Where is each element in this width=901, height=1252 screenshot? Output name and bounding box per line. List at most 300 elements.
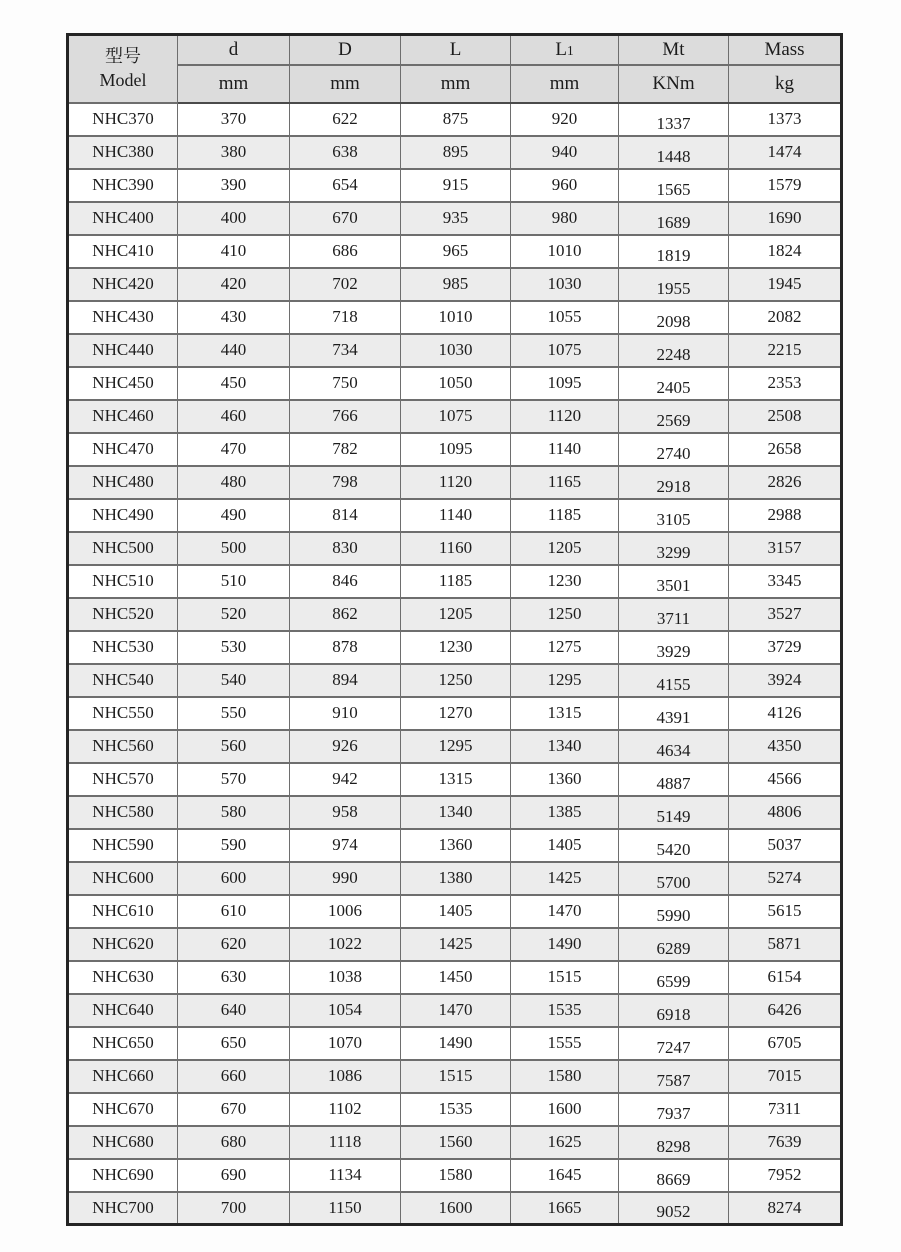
cell-mt: 5990 <box>619 895 729 928</box>
cell-mass: 2658 <box>729 433 842 466</box>
cell-d: 718 <box>290 301 401 334</box>
table-row <box>68 994 842 1027</box>
cell-mt: 1337 <box>619 103 729 136</box>
cell-l1: 1095 <box>511 367 619 400</box>
cell-d: 910 <box>290 697 401 730</box>
cell-l1: 1645 <box>511 1159 619 1192</box>
cell-mt: 4155 <box>619 664 729 697</box>
cell-d: 440 <box>178 334 290 367</box>
table-row <box>68 1159 842 1192</box>
cell-d: 830 <box>290 532 401 565</box>
model-header-zh: 型号 <box>105 46 141 67</box>
table-row <box>68 763 842 796</box>
cell-l: 1010 <box>401 301 511 334</box>
cell-d: 654 <box>290 169 401 202</box>
cell-l1: 1230 <box>511 565 619 598</box>
table-row <box>68 895 842 928</box>
cell-d: 894 <box>290 664 401 697</box>
cell-l1: 1625 <box>511 1126 619 1159</box>
table-row <box>68 565 842 598</box>
cell-l: 1140 <box>401 499 511 532</box>
cell-d: 510 <box>178 565 290 598</box>
cell-l: 1360 <box>401 829 511 862</box>
cell-d: 942 <box>290 763 401 796</box>
table-row <box>68 334 842 367</box>
cell-l: 1185 <box>401 565 511 598</box>
cell-d: 1134 <box>290 1159 401 1192</box>
cell-model: NHC520 <box>68 598 178 631</box>
cell-mass: 2826 <box>729 466 842 499</box>
cell-mt: 1448 <box>619 136 729 169</box>
cell-d: 380 <box>178 136 290 169</box>
cell-mt: 2248 <box>619 334 729 367</box>
cell-mass: 4806 <box>729 796 842 829</box>
col-header-L <box>401 35 511 65</box>
cell-d: 926 <box>290 730 401 763</box>
cell-mass: 7952 <box>729 1159 842 1192</box>
header-row-labels <box>68 35 842 65</box>
col-header-Mass-label: Mass <box>764 38 805 60</box>
cell-mass: 7311 <box>729 1093 842 1126</box>
cell-l: 1075 <box>401 400 511 433</box>
cell-l: 915 <box>401 169 511 202</box>
cell-mass: 3924 <box>729 664 842 697</box>
cell-mt: 2918 <box>619 466 729 499</box>
col-header-L1-label: L <box>555 38 567 60</box>
cell-mass: 4126 <box>729 697 842 730</box>
cell-l1: 1385 <box>511 796 619 829</box>
cell-mt: 3299 <box>619 532 729 565</box>
cell-d: 686 <box>290 235 401 268</box>
table-row <box>68 169 842 202</box>
cell-model: NHC540 <box>68 664 178 697</box>
col-header-Mass <box>729 35 842 65</box>
cell-d: 734 <box>290 334 401 367</box>
cell-d: 670 <box>290 202 401 235</box>
cell-d: 862 <box>290 598 401 631</box>
table-row <box>68 367 842 400</box>
cell-l: 1315 <box>401 763 511 796</box>
cell-d: 878 <box>290 631 401 664</box>
unit-header-d <box>178 65 290 103</box>
cell-l1: 1340 <box>511 730 619 763</box>
cell-l: 985 <box>401 268 511 301</box>
cell-model: NHC640 <box>68 994 178 1027</box>
cell-d: 846 <box>290 565 401 598</box>
cell-l1: 1205 <box>511 532 619 565</box>
cell-d: 622 <box>290 103 401 136</box>
col-header-D-label: D <box>338 38 352 60</box>
cell-l: 1250 <box>401 664 511 697</box>
cell-d: 650 <box>178 1027 290 1060</box>
cell-d: 680 <box>178 1126 290 1159</box>
cell-d: 400 <box>178 202 290 235</box>
table-header <box>68 35 842 103</box>
cell-d: 798 <box>290 466 401 499</box>
cell-d: 1150 <box>290 1192 401 1225</box>
unit-header-D <box>290 65 401 103</box>
table-row <box>68 928 842 961</box>
table-row <box>68 796 842 829</box>
cell-model: NHC530 <box>68 631 178 664</box>
cell-model: NHC470 <box>68 433 178 466</box>
table-row <box>68 136 842 169</box>
table-row <box>68 862 842 895</box>
cell-mass: 3157 <box>729 532 842 565</box>
cell-model: NHC670 <box>68 1093 178 1126</box>
cell-l1: 1055 <box>511 301 619 334</box>
cell-model: NHC610 <box>68 895 178 928</box>
table-row <box>68 829 842 862</box>
cell-d: 750 <box>290 367 401 400</box>
col-header-d-label: d <box>228 38 239 60</box>
col-header-Mt <box>619 35 729 65</box>
cell-mass: 1474 <box>729 136 842 169</box>
cell-d: 660 <box>178 1060 290 1093</box>
table-row <box>68 631 842 664</box>
table-row <box>68 400 842 433</box>
cell-l: 1230 <box>401 631 511 664</box>
col-header-Mt-label: Mt <box>662 38 685 60</box>
cell-l: 1470 <box>401 994 511 1027</box>
cell-l1: 1535 <box>511 994 619 1027</box>
cell-l: 895 <box>401 136 511 169</box>
cell-l: 1580 <box>401 1159 511 1192</box>
cell-d: 550 <box>178 697 290 730</box>
cell-model: NHC430 <box>68 301 178 334</box>
cell-mass: 1945 <box>729 268 842 301</box>
cell-l1: 1665 <box>511 1192 619 1225</box>
cell-model: NHC650 <box>68 1027 178 1060</box>
col-header-L1 <box>511 35 619 65</box>
table-row <box>68 433 842 466</box>
table-row <box>68 202 842 235</box>
cell-l: 1405 <box>401 895 511 928</box>
cell-mt: 1955 <box>619 268 729 301</box>
cell-mt: 4887 <box>619 763 729 796</box>
cell-l1: 1250 <box>511 598 619 631</box>
cell-mass: 8274 <box>729 1192 842 1225</box>
unit-header-Mt <box>619 65 729 103</box>
spec-table <box>66 33 843 1226</box>
cell-d: 520 <box>178 598 290 631</box>
col-header-L1-subscript: 1 <box>566 42 574 58</box>
cell-model: NHC440 <box>68 334 178 367</box>
cell-d: 1086 <box>290 1060 401 1093</box>
cell-model: NHC490 <box>68 499 178 532</box>
cell-mt: 4391 <box>619 697 729 730</box>
cell-d: 640 <box>178 994 290 1027</box>
cell-d: 702 <box>290 268 401 301</box>
unit-header-L <box>401 65 511 103</box>
cell-model: NHC450 <box>68 367 178 400</box>
table-row <box>68 1192 842 1225</box>
cell-mt: 2405 <box>619 367 729 400</box>
cell-d: 580 <box>178 796 290 829</box>
cell-model: NHC410 <box>68 235 178 268</box>
cell-mt: 6289 <box>619 928 729 961</box>
cell-model: NHC620 <box>68 928 178 961</box>
cell-d: 1118 <box>290 1126 401 1159</box>
cell-mt: 4634 <box>619 730 729 763</box>
cell-l1: 1315 <box>511 697 619 730</box>
cell-model: NHC480 <box>68 466 178 499</box>
cell-l: 1160 <box>401 532 511 565</box>
cell-d: 990 <box>290 862 401 895</box>
cell-l1: 1185 <box>511 499 619 532</box>
col-header-L-label: L <box>449 38 462 60</box>
cell-l: 1515 <box>401 1060 511 1093</box>
cell-mt: 7247 <box>619 1027 729 1060</box>
cell-mt: 3105 <box>619 499 729 532</box>
cell-d: 460 <box>178 400 290 433</box>
cell-mt: 8298 <box>619 1126 729 1159</box>
table-row <box>68 301 842 334</box>
table-row <box>68 268 842 301</box>
cell-l1: 1140 <box>511 433 619 466</box>
cell-mass: 3729 <box>729 631 842 664</box>
cell-mt: 7937 <box>619 1093 729 1126</box>
cell-mt: 5420 <box>619 829 729 862</box>
unit-header-Mass-label: kg <box>775 72 794 94</box>
table-body <box>68 103 842 1225</box>
cell-d: 1070 <box>290 1027 401 1060</box>
cell-l1: 960 <box>511 169 619 202</box>
cell-d: 1006 <box>290 895 401 928</box>
col-header-d <box>178 35 290 65</box>
cell-l1: 1165 <box>511 466 619 499</box>
unit-header-L1 <box>511 65 619 103</box>
cell-mt: 1819 <box>619 235 729 268</box>
cell-l: 1030 <box>401 334 511 367</box>
cell-mt: 3929 <box>619 631 729 664</box>
cell-mass: 2353 <box>729 367 842 400</box>
cell-d: 974 <box>290 829 401 862</box>
cell-l1: 1470 <box>511 895 619 928</box>
cell-l1: 1010 <box>511 235 619 268</box>
cell-d: 370 <box>178 103 290 136</box>
cell-d: 590 <box>178 829 290 862</box>
table-row <box>68 664 842 697</box>
cell-l: 935 <box>401 202 511 235</box>
cell-mass: 5615 <box>729 895 842 928</box>
unit-header-L-label: mm <box>440 72 471 94</box>
cell-l: 1340 <box>401 796 511 829</box>
cell-l1: 1120 <box>511 400 619 433</box>
table-row <box>68 1060 842 1093</box>
cell-mass: 4566 <box>729 763 842 796</box>
cell-d: 630 <box>178 961 290 994</box>
cell-d: 600 <box>178 862 290 895</box>
cell-l1: 920 <box>511 103 619 136</box>
cell-mass: 5037 <box>729 829 842 862</box>
cell-d: 560 <box>178 730 290 763</box>
table-row <box>68 499 842 532</box>
cell-mass: 3345 <box>729 565 842 598</box>
cell-model: NHC560 <box>68 730 178 763</box>
cell-l: 1050 <box>401 367 511 400</box>
cell-model: NHC630 <box>68 961 178 994</box>
cell-mass: 1690 <box>729 202 842 235</box>
cell-d: 638 <box>290 136 401 169</box>
cell-d: 670 <box>178 1093 290 1126</box>
cell-d: 690 <box>178 1159 290 1192</box>
cell-d: 766 <box>290 400 401 433</box>
cell-d: 814 <box>290 499 401 532</box>
cell-model: NHC370 <box>68 103 178 136</box>
cell-l1: 1275 <box>511 631 619 664</box>
cell-model: NHC590 <box>68 829 178 862</box>
cell-l: 1120 <box>401 466 511 499</box>
cell-mt: 2098 <box>619 301 729 334</box>
cell-model: NHC550 <box>68 697 178 730</box>
cell-model: NHC390 <box>68 169 178 202</box>
cell-model: NHC570 <box>68 763 178 796</box>
cell-d: 420 <box>178 268 290 301</box>
cell-d: 490 <box>178 499 290 532</box>
cell-mt: 8669 <box>619 1159 729 1192</box>
cell-model: NHC660 <box>68 1060 178 1093</box>
cell-l: 875 <box>401 103 511 136</box>
cell-d: 1038 <box>290 961 401 994</box>
cell-d: 782 <box>290 433 401 466</box>
cell-mass: 6705 <box>729 1027 842 1060</box>
cell-mass: 1373 <box>729 103 842 136</box>
cell-model: NHC500 <box>68 532 178 565</box>
cell-d: 450 <box>178 367 290 400</box>
unit-header-L1-label: mm <box>549 72 580 94</box>
cell-mass: 2988 <box>729 499 842 532</box>
cell-l: 1560 <box>401 1126 511 1159</box>
table-row <box>68 103 842 136</box>
cell-l: 1295 <box>401 730 511 763</box>
cell-model: NHC510 <box>68 565 178 598</box>
cell-mass: 5871 <box>729 928 842 961</box>
table-row <box>68 1093 842 1126</box>
cell-mt: 3711 <box>619 598 729 631</box>
cell-d: 620 <box>178 928 290 961</box>
cell-mt: 6918 <box>619 994 729 1027</box>
cell-model: NHC420 <box>68 268 178 301</box>
cell-mt: 1565 <box>619 169 729 202</box>
cell-mass: 6154 <box>729 961 842 994</box>
cell-d: 610 <box>178 895 290 928</box>
cell-d: 530 <box>178 631 290 664</box>
table-row <box>68 235 842 268</box>
cell-mass: 7639 <box>729 1126 842 1159</box>
cell-l1: 1360 <box>511 763 619 796</box>
cell-mt: 1689 <box>619 202 729 235</box>
cell-mass: 3527 <box>729 598 842 631</box>
cell-mass: 4350 <box>729 730 842 763</box>
cell-mt: 2569 <box>619 400 729 433</box>
cell-model: NHC690 <box>68 1159 178 1192</box>
cell-d: 570 <box>178 763 290 796</box>
cell-mass: 7015 <box>729 1060 842 1093</box>
cell-l: 1450 <box>401 961 511 994</box>
cell-d: 1022 <box>290 928 401 961</box>
cell-l: 1095 <box>401 433 511 466</box>
table-row <box>68 697 842 730</box>
table-row <box>68 961 842 994</box>
cell-l1: 1515 <box>511 961 619 994</box>
cell-l1: 1600 <box>511 1093 619 1126</box>
cell-l: 1270 <box>401 697 511 730</box>
cell-d: 410 <box>178 235 290 268</box>
cell-model: NHC680 <box>68 1126 178 1159</box>
cell-model: NHC400 <box>68 202 178 235</box>
cell-d: 958 <box>290 796 401 829</box>
table-row <box>68 730 842 763</box>
cell-model: NHC460 <box>68 400 178 433</box>
cell-mt: 5149 <box>619 796 729 829</box>
unit-header-Mt-label: KNm <box>652 72 695 94</box>
cell-l: 1205 <box>401 598 511 631</box>
cell-mt: 3501 <box>619 565 729 598</box>
cell-d: 470 <box>178 433 290 466</box>
cell-d: 430 <box>178 301 290 334</box>
cell-l: 1535 <box>401 1093 511 1126</box>
cell-l: 1425 <box>401 928 511 961</box>
cell-mt: 2740 <box>619 433 729 466</box>
table-row <box>68 1027 842 1060</box>
cell-l1: 940 <box>511 136 619 169</box>
model-header-en: Model <box>99 69 147 90</box>
table-row <box>68 598 842 631</box>
cell-mass: 5274 <box>729 862 842 895</box>
cell-d: 1102 <box>290 1093 401 1126</box>
cell-d: 1054 <box>290 994 401 1027</box>
cell-l1: 1075 <box>511 334 619 367</box>
cell-d: 540 <box>178 664 290 697</box>
cell-mass: 1579 <box>729 169 842 202</box>
cell-mt: 7587 <box>619 1060 729 1093</box>
cell-l: 965 <box>401 235 511 268</box>
cell-model: NHC600 <box>68 862 178 895</box>
unit-header-Mass <box>729 65 842 103</box>
cell-mass: 2508 <box>729 400 842 433</box>
cell-l: 1600 <box>401 1192 511 1225</box>
cell-d: 500 <box>178 532 290 565</box>
cell-l1: 1030 <box>511 268 619 301</box>
cell-mass: 2215 <box>729 334 842 367</box>
cell-d: 480 <box>178 466 290 499</box>
col-header-model <box>68 35 178 103</box>
col-header-D <box>290 35 401 65</box>
table-row <box>68 1126 842 1159</box>
unit-header-D-label: mm <box>330 72 360 94</box>
cell-l1: 1555 <box>511 1027 619 1060</box>
cell-mass: 6426 <box>729 994 842 1027</box>
cell-d: 390 <box>178 169 290 202</box>
cell-l1: 1580 <box>511 1060 619 1093</box>
table-row <box>68 532 842 565</box>
cell-model: NHC380 <box>68 136 178 169</box>
cell-d: 700 <box>178 1192 290 1225</box>
cell-l1: 980 <box>511 202 619 235</box>
cell-mt: 6599 <box>619 961 729 994</box>
cell-l: 1380 <box>401 862 511 895</box>
cell-model: NHC700 <box>68 1192 178 1225</box>
unit-header-d-label: mm <box>218 72 249 94</box>
cell-l1: 1425 <box>511 862 619 895</box>
cell-mt: 5700 <box>619 862 729 895</box>
cell-mass: 2082 <box>729 301 842 334</box>
header-row-units <box>68 65 842 103</box>
cell-l1: 1490 <box>511 928 619 961</box>
cell-l1: 1405 <box>511 829 619 862</box>
cell-model: NHC580 <box>68 796 178 829</box>
